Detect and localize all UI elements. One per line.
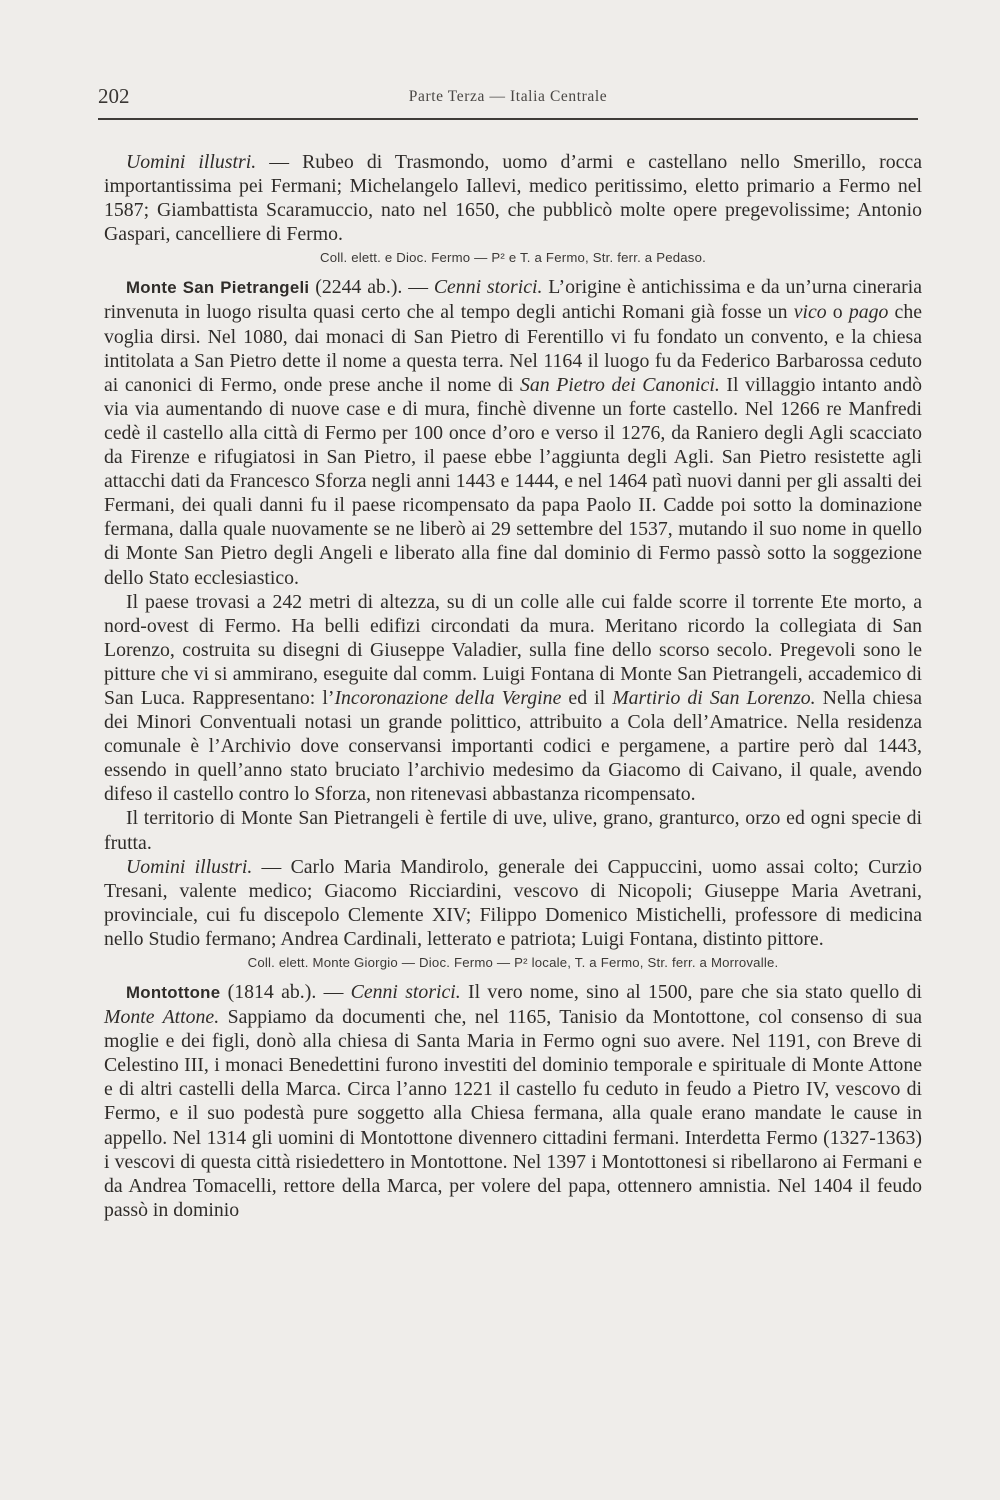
page-header [98, 84, 918, 114]
section-label: Cenni storici. [433, 276, 543, 299]
entry-monte-san-pietrangeli [104, 275, 922, 589]
running-head: Parte Terza — Italia Centrale [408, 88, 608, 105]
paragraph-uomini-illustri-pietrangeli [104, 855, 922, 951]
italic-term: Martirio di San Lorenzo. [612, 686, 816, 709]
paragraph-text: L’origine è antichissima e da un’urna cineraria rinvenuta in luogo risulta quasi certo che al tempo degli antichi Romani già fosse un [104, 276, 922, 324]
paragraph-text: ed il [561, 686, 613, 709]
italic-term: pago [848, 301, 889, 324]
paragraph-territorio: Il territorio di Monte San Pietrangeli è fertile di uve, ulive, grano, granturco, orzo ed ogni specie di frutta. [104, 807, 922, 854]
paragraph-uomini-illustri-smerillo [104, 150, 922, 246]
italic-term: Monte Attone. [104, 1006, 220, 1029]
paragraph-text: Il paese trovasi a 242 metri di altezza, su di un colle alle cui falde scorre il torrente Ete morto, a nord-ovest di Fermo. Ha belli edifizi circondati da mura. Meritano ricordo la collegiata di San Lorenzo, costruita su disegni di Giuseppe Valadier, sulla fine dello scorso secolo. Pregevoli sono le pitture che vi si ammirano, eseguite dal comm. Luigi Fontana di Monte San Pietrangeli, accademico di San Luca. Rappresentano: l’ [104, 590, 922, 709]
body-text [104, 150, 922, 1222]
entry-title: Montottone [126, 983, 221, 1002]
entry-title: Monte San Pietrangeli [126, 278, 310, 298]
paragraph-text: o [826, 301, 849, 324]
header-rule [98, 118, 918, 120]
paragraph-text: Il villaggio intanto andò via via aumentando di nuove case e di mura, finchè divenne un forte castello. Nel 1266 re Manfredi cedè il castello alla città di Fermo per 100 once d’oro e verso il 1276, da Raniero degli Agli scacciato da Firenze e rifugiatosi in San Pietro, il paese ebbe l’aggiunta degli Agli. San Pietro resistette agli attacchi dati da Francesco Sforza negli anni 1443 e 1444, e nel 1464 patì nuovi danni per gli assalti dei Fermani, dei quali danni fu il paese ricompensato da papa Paolo II. Cadde poi sotto la dominazione fermana, dalla quale nuovamente se ne liberò ai 29 settembre del 1537, mutando il suo nome in quello di Monte San Pietro degli Angeli e liberato alla fine dal dominio di Fermo passò sotto la soggezione dello Stato ecclesiastico. [104, 373, 922, 589]
collegio-note: Coll. elett. Monte Giorgio — Dioc. Fermo — P² locale, T. a Fermo, Str. ferr. a Morrovalle. [247, 955, 779, 970]
paragraph-text: Nella chiesa dei Minori Conventuali notasi un grande polittico, attribuito a Cola dell’Amatrice. Nella residenza comunale è l’Archivio dove conservansi importanti codici e pergamene, a partire però dal 1443, essendo in quell’anno stato bruciato l’archivio medesimo da Giacomo di Caivano, il quale, avendo difeso il castello contro lo Sforza, non ritenevasi abbastanza ricompensato. [104, 686, 922, 806]
population: (1814 ab.). — [220, 981, 351, 1003]
entry-montottone [104, 980, 922, 1222]
paragraph-descrizione [104, 590, 922, 807]
page-number: 202 [98, 84, 130, 108]
italic-term: vico [793, 301, 827, 324]
paragraph-text: Il vero nome, sino al 1500, pare che sia stato quello di [460, 981, 922, 1003]
section-label: Uomini illustri. [126, 151, 257, 173]
collegio-note: Coll. elett. e Dioc. Fermo — P² e T. a Fermo, Str. ferr. a Pedaso. [319, 250, 706, 266]
paragraph-text: Sappiamo da documenti che, nel 1165, Tanisio da Montottone, col consenso di sua moglie e dei figli, donò alla chiesa di Santa Maria in Fermo ogni suo avere. Nel 1191, con Breve di Celestino III, i monaci Benedettini furono investiti del dominio temporale e spirituale di Monte Attone e di altri castelli della Marca. Circa l’anno 1221 il castello fu ceduto in feudo a Pietro IV, vescovo di Fermo, e il suo podestà pure soggetto alla Chiesa fermana, alla quale erano mandate le cause in appello. Nel 1314 gli uomini di Montottone divennero cittadini fermani. Interdetta Fermo (1327-1363) i vescovi di questa città risiedettero in Montottone. Nel 1397 i Montottonesi si ribellarono ai Fermani e da Andrea Tomacelli, rettore della Marca, per volere del papa, ottennero amnistia. Nel 1404 il feudo passò in dominio [104, 1006, 922, 1221]
paragraph-text: — Carlo Maria Mandirolo, generale dei Cappuccini, uomo assai colto; Curzio Tresani, valente medico; Giacomo Ricciardini, vescovo di Nicopoli; Giuseppe Maria Avetrani, provinciale, cui fu discepolo Clemente XIV; Filippo Domenico Mistichelli, professore di medicina nello Studio fermano; Andrea Cardinali, letterato e patriota; Luigi Fontana, distinto pittore. [104, 855, 922, 950]
paragraph-text: che voglia dirsi. Nel 1080, dai monaci di San Pietro di Ferentillo vi fu fondato un convento, e la chiesa intitolata a San Pietro dette il nome a questa terra. Nel 1164 il luogo fu da Federico Barbarossa ceduto ai canonici di Fermo, onde prese anche il nome di [104, 301, 922, 396]
paragraph-text: — Rubeo di Trasmondo, uomo d’armi e castellano nello Smerillo, rocca importantissima pei Fermani; Michelangelo Iallevi, medico peritissimo, eletto primario a Fermo nel 1587; Giambattista Scaramuccio, nato nel 1650, che pubblicò molte opere pregevolissime; Antonio Gaspari, cancelliere di Fermo. [104, 151, 922, 246]
italic-term: San Pietro dei Canonici. [519, 373, 720, 396]
section-label: Uomini illustri. [126, 855, 253, 878]
population: (2244 ab.). — [309, 276, 434, 299]
italic-term: Incoronazione della Vergine [334, 686, 562, 709]
section-label: Cenni storici. [350, 981, 461, 1003]
